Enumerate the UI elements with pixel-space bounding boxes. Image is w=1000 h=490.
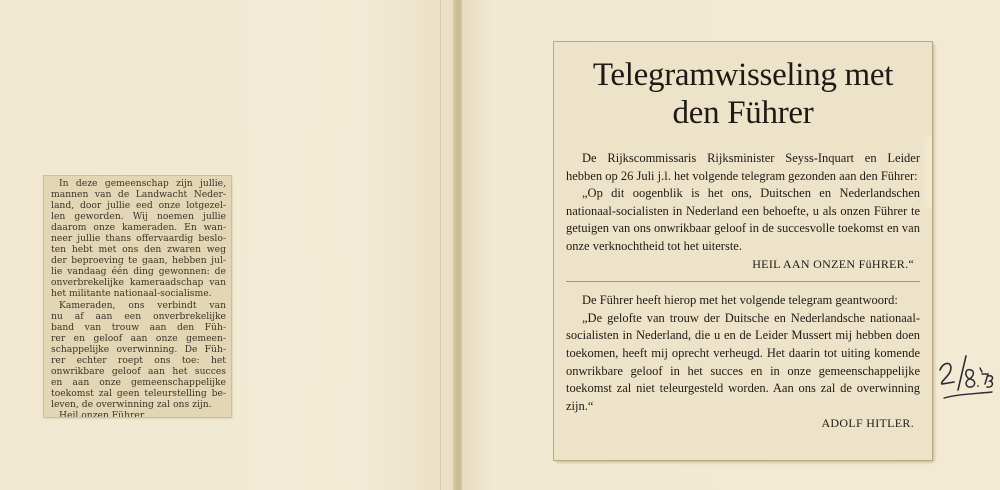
clipping-line: Heil onzen Führer. <box>59 409 147 417</box>
right-newspaper-clipping <box>554 42 932 460</box>
clipping-line: toekomst zal geen teleurstelling be- <box>51 387 226 399</box>
clipping-line: nu af aan een onverbrekelijke <box>51 310 226 322</box>
clipping-line: onwrikbare geloof aan het succes <box>51 365 226 377</box>
article-headline: Telegramwisseling met den Führer <box>592 57 894 131</box>
outgoing-telegram-text: „Op dit oogenblik is het ons, Duitschen en Nederlandschen nationaal-socialisten in Nederland een behoefte, u als onzen Führer te getuigen van ons onwrikbaar geloof in de succesvolle toekomst en van onze verknochtheid tot het uiterste. <box>566 186 920 253</box>
clipping-line: neer jullie thans offervaardig beslo- <box>51 233 226 245</box>
clipping-line: land, door jullie eed onze lotgezel- <box>51 200 226 212</box>
section-divider <box>566 281 920 282</box>
clipping-line: het militante nationaal-socialisme. <box>51 288 212 300</box>
clipping-line: rer en geloof aan onze gemeen- <box>51 332 226 344</box>
clipping-line: daarom onze kameraden. En wan- <box>51 222 226 234</box>
clipping-line: len geworden. Wij noemen jullie <box>51 211 226 223</box>
clipping-line: In deze gemeenschap zijn jullie, <box>59 178 226 189</box>
clipping-line: der beproeving te gaan, hebben jul- <box>51 255 226 267</box>
outgoing-telegram-signature: HEIL AAN ONZEN FüHRER.“ <box>752 256 914 271</box>
intro-paragraph: De Rijkscommissaris Rijksminister Seyss-Inquart en Leider hebben op 26 Juli j.l. het volgende telegram gezonden aan den Führer: <box>566 151 920 183</box>
clipping-line: mannen van de Landwacht Neder- <box>51 189 226 201</box>
clipping-line: schappelijke overwinning. De Füh- <box>51 343 226 355</box>
clipping-line: band van trouw aan den Füh- <box>51 321 226 333</box>
torn-edge <box>921 137 932 207</box>
clipping-line: ten hebt met ons den zwaren weg <box>51 244 226 256</box>
reply-telegram-signature: ADOLF HITLER. <box>821 416 914 431</box>
left-newspaper-clipping <box>44 176 231 417</box>
reply-telegram-text: „De gelofte van trouw der Duitsche en Nederlandsche nationaal-socialisten in Nederland, die u en de Leider Mussert mij hebben doen toekomen, heeft mij oprecht verheugd. Het daarin tot uiting komende onwrikbare geloof in het succes en in onze gemeenschappelijke toekomst zal niet teleurgesteld worden. Aan ons zal de overwinning zijn.“ <box>566 310 920 413</box>
clipping-line: onverbrekelijke kameraadschap van <box>51 277 226 289</box>
clipping-line: en aan onze gemeenschappelijke <box>51 376 226 388</box>
clipping-line: leven, de overwinning zal ons zijn. <box>51 398 212 410</box>
clipping-line: rer echter roept ons toe: het <box>51 354 226 366</box>
clipping-line: Kameraden, ons verbindt van <box>59 299 226 311</box>
clipping-line: lie vandaag één ding gewonnen: de <box>51 266 226 278</box>
handwritten-date <box>936 348 996 408</box>
reply-intro-paragraph: De Führer heeft hierop met het volgende telegram geantwoord: <box>582 293 898 308</box>
page-edge <box>440 0 441 490</box>
